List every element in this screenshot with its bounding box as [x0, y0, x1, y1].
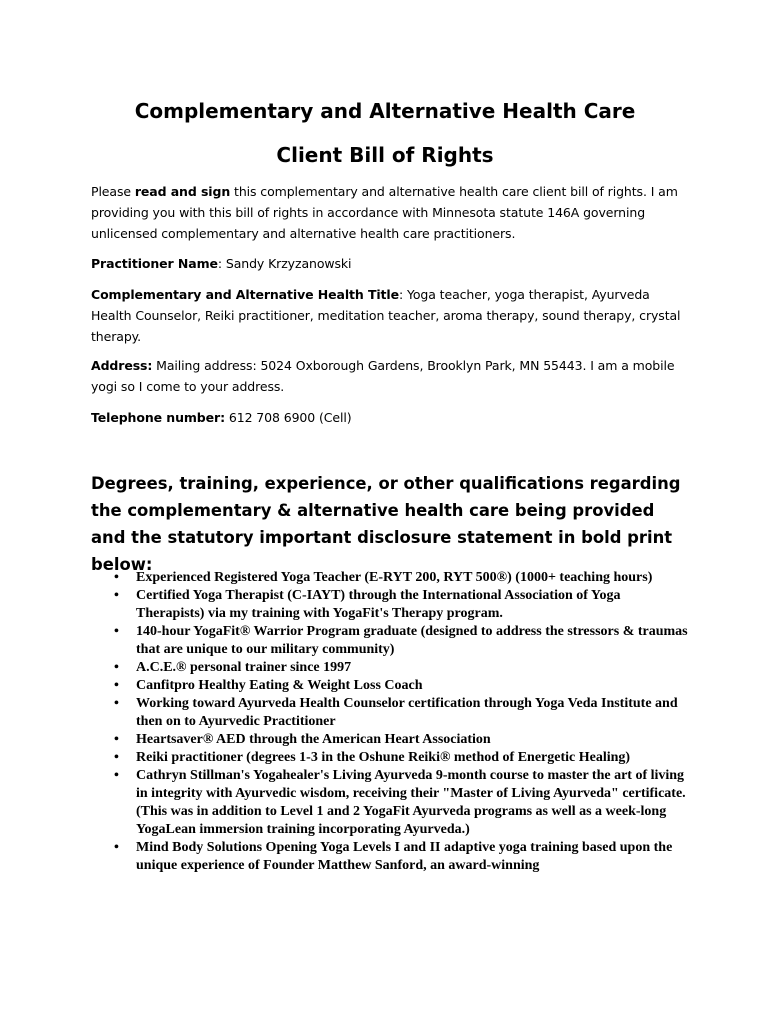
list-item	[91, 569, 691, 587]
list-item-text: A.C.E.® personal trainer since 1997	[136, 660, 352, 675]
bullet-icon: •	[114, 696, 119, 711]
health-title-label: Complementary and Alternative Health Title	[91, 287, 399, 302]
bullet-icon: •	[114, 624, 119, 639]
bullet-icon: •	[114, 588, 119, 603]
intro-emphasis: read and sign	[134, 184, 231, 199]
list-item	[91, 695, 691, 731]
list-item	[91, 659, 691, 677]
document-title: Complementary and Alternative Health Care	[134, 99, 636, 123]
telephone-label: Telephone number:	[91, 410, 225, 425]
bullet-icon: •	[114, 750, 119, 765]
practitioner-label: Practitioner Name	[91, 256, 218, 271]
bullet-icon: •	[114, 570, 119, 585]
list-item-text: Working toward Ayurveda Health Counselor certification through Yoga Veda Institute and then on to Ayurvedic Practitioner	[136, 696, 678, 729]
list-item-text: 140-hour YogaFit® Warrior Program graduate (designed to address the stressors & traumas that are unique to our military community)	[136, 624, 688, 657]
list-item	[91, 749, 691, 767]
bullet-icon: •	[114, 660, 119, 675]
list-item-text: Heartsaver® AED through the American Heart Association	[136, 732, 491, 747]
bullet-icon: •	[114, 768, 119, 783]
intro-prefix: Please	[91, 184, 135, 199]
list-item	[91, 587, 691, 623]
list-item-text: Reiki practitioner (degrees 1-3 in the Oshune Reiki® method of Energetic Healing)	[136, 750, 631, 765]
qualifications-list	[91, 569, 691, 875]
list-item	[91, 677, 691, 695]
address-field	[91, 355, 681, 397]
health-title-value: : Yoga teacher, yoga therapist, Ayurveda Health Counselor, Reiki practitioner, meditation teacher, aroma therapy, sound therapy, crystal therapy.	[91, 287, 681, 344]
telephone-field	[91, 407, 681, 428]
list-item-text: Mind Body Solutions Opening Yoga Levels I and II adaptive yoga training based upon the unique experience of Founder Matthew Sanford, an award-winning	[136, 840, 673, 873]
telephone-value: 612 708 6900 (Cell)	[224, 410, 352, 425]
bullet-icon: •	[114, 840, 119, 855]
address-label: Address:	[91, 358, 153, 373]
list-item	[91, 767, 691, 839]
list-item-text: Canfitpro Healthy Eating & Weight Loss Coach	[136, 678, 423, 693]
intro-paragraph	[91, 181, 681, 244]
document-subtitle: Client Bill of Rights	[276, 143, 494, 167]
practitioner-name-field	[91, 253, 681, 274]
list-item-text: Experienced Registered Yoga Teacher (E-RYT 200, RYT 500®) (1000+ teaching hours)	[136, 570, 653, 585]
list-item	[91, 839, 691, 875]
health-title-field	[91, 284, 681, 347]
list-item-text: Certified Yoga Therapist (C-IAYT) through the International Association of Yoga Therapists) via my training with YogaFit's Therapy program.	[136, 588, 621, 621]
address-value: Mailing address: 5024 Oxborough Gardens, Brooklyn Park, MN 55443. I am a mobile yogi so I come to your address.	[91, 358, 675, 394]
list-item	[91, 731, 691, 749]
bullet-icon: •	[114, 732, 119, 747]
qualifications-heading: Degrees, training, experience, or other qualifications regarding the complementary & alternative health care being provided and the statutory important disclosure statement in bold print below:	[91, 474, 681, 574]
list-item	[91, 623, 691, 659]
list-item-text: Cathryn Stillman's Yogahealer's Living Ayurveda 9-month course to master the art of living in integrity with Ayurvedic wisdom, receiving their "Master of Living Ayurveda" certificate. (This was in addition to Level 1 and 2 YogaFit Ayurveda programs as well as a week-long YogaLean immersion training incorporating Ayurveda.)	[136, 768, 686, 837]
intro-text: this complementary and alternative health care client bill of rights. I am providing you with this bill of rights in accordance with Minnesota statute 146A governing unlicensed complementary and alternative health care practitioners.	[91, 184, 678, 241]
practitioner-value: : Sandy Krzyzanowski	[217, 256, 352, 271]
bullet-icon: •	[114, 678, 119, 693]
